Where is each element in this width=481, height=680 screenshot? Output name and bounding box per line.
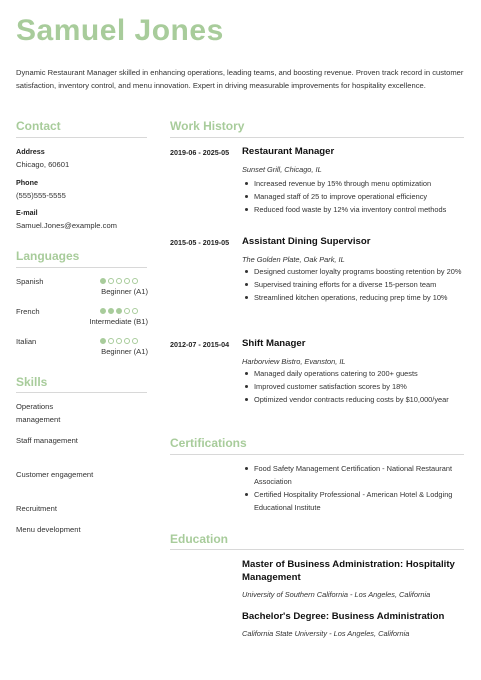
email-value: Samuel.Jones@example.com <box>16 221 117 230</box>
job-bullets <box>242 265 464 304</box>
education-school: University of Southern California - Los Angeles, California <box>242 590 431 599</box>
job-bullet: Managed staff of 25 to improve operational efficiency <box>242 190 464 203</box>
contact-divider <box>16 137 147 138</box>
certification-list <box>242 462 464 514</box>
proficiency-dot-empty <box>132 278 138 284</box>
job-bullet: Designed customer loyalty programs boosting retention by 20% <box>242 265 464 278</box>
proficiency-dot-empty <box>116 338 122 344</box>
proficiency-dot-empty <box>132 338 138 344</box>
phone-label: Phone <box>16 178 38 187</box>
education-school: California State University - Los Angeles, California <box>242 629 410 638</box>
job-bullet: Reduced food waste by 12% via inventory control methods <box>242 203 464 216</box>
professional-summary: Dynamic Restaurant Manager skilled in enhancing operations, leading teams, and boosting revenue. Proven track record in customer satisfaction, inventory control, and menu innovation. Expert in driving measurable improvements for hospitality excellence. <box>16 68 464 90</box>
job-company: The Golden Plate, Oak Park, IL <box>242 255 345 264</box>
certifications-divider <box>170 454 464 455</box>
language-proficiency-dots <box>100 338 138 344</box>
education-divider <box>170 549 464 550</box>
job-dates: 2019-06 - 2025-05 <box>170 148 230 157</box>
language-proficiency-dots <box>100 278 138 284</box>
job-title: Assistant Dining Supervisor <box>242 236 371 247</box>
language-level: Beginner (A1) <box>101 347 148 356</box>
language-name: French <box>16 307 40 316</box>
skills-divider <box>16 392 147 393</box>
certification-item: Certified Hospitality Professional - American Hotel & Lodging Educational Institute <box>242 488 464 514</box>
job-title: Shift Manager <box>242 338 306 349</box>
proficiency-dot-empty <box>108 278 114 284</box>
address-value: Chicago, 60601 <box>16 160 70 169</box>
proficiency-dot-empty <box>132 308 138 314</box>
language-level: Beginner (A1) <box>101 287 148 296</box>
language-proficiency-dots <box>100 308 138 314</box>
proficiency-dot-filled <box>116 308 122 314</box>
job-title: Restaurant Manager <box>242 146 335 157</box>
proficiency-dot-empty <box>124 278 130 284</box>
languages-heading: Languages <box>16 249 80 263</box>
skill-item: Recruitment <box>16 504 57 513</box>
skill-item: Operations management <box>16 402 61 424</box>
job-bullet: Improved customer satisfaction scores by 18% <box>242 380 464 393</box>
skill-item: Staff management <box>16 436 78 445</box>
proficiency-dot-empty <box>124 308 130 314</box>
job-bullet: Supervised training efforts for a diverse 15-person team <box>242 278 464 291</box>
job-bullet: Optimized vendor contracts reducing costs by $10,000/year <box>242 393 464 406</box>
proficiency-dot-empty <box>124 338 130 344</box>
proficiency-dot-filled <box>100 338 106 344</box>
contact-heading: Contact <box>16 119 61 133</box>
job-dates: 2012-07 - 2015-04 <box>170 340 230 349</box>
education-degree: Master of Business Administration: Hospitality Management <box>242 559 455 583</box>
job-bullet: Increased revenue by 15% through menu optimization <box>242 177 464 190</box>
job-bullet: Managed daily operations catering to 200+ guests <box>242 367 464 380</box>
education-degree: Bachelor's Degree: Business Administration <box>242 611 445 622</box>
proficiency-dot-filled <box>100 308 106 314</box>
skills-heading: Skills <box>16 375 48 389</box>
job-company: Harborview Bistro, Evanston, IL <box>242 357 346 366</box>
proficiency-dot-filled <box>100 278 106 284</box>
certifications-heading: Certifications <box>170 436 247 450</box>
job-bullets <box>242 177 464 216</box>
language-name: Italian <box>16 337 37 346</box>
skill-item: Menu development <box>16 525 81 534</box>
candidate-name: Samuel Jones <box>16 14 224 47</box>
certification-item: Food Safety Management Certification - National Restaurant Association <box>242 462 464 488</box>
job-bullets <box>242 367 464 406</box>
email-label: E-mail <box>16 208 38 217</box>
language-level: Intermediate (B1) <box>89 317 148 326</box>
job-company: Sunset Grill, Chicago, IL <box>242 165 322 174</box>
address-label: Address <box>16 147 45 156</box>
skill-item: Customer engagement <box>16 470 94 479</box>
phone-value: (555)555-5555 <box>16 191 66 200</box>
proficiency-dot-empty <box>116 278 122 284</box>
languages-divider <box>16 267 147 268</box>
proficiency-dot-empty <box>108 338 114 344</box>
job-bullet: Streamlined kitchen operations, reducing prep time by 10% <box>242 291 464 304</box>
proficiency-dot-filled <box>108 308 114 314</box>
education-heading: Education <box>170 532 229 546</box>
work-history-heading: Work History <box>170 119 245 133</box>
language-name: Spanish <box>16 277 44 286</box>
job-dates: 2015-05 - 2019-05 <box>170 238 230 247</box>
work-history-divider <box>170 137 464 138</box>
